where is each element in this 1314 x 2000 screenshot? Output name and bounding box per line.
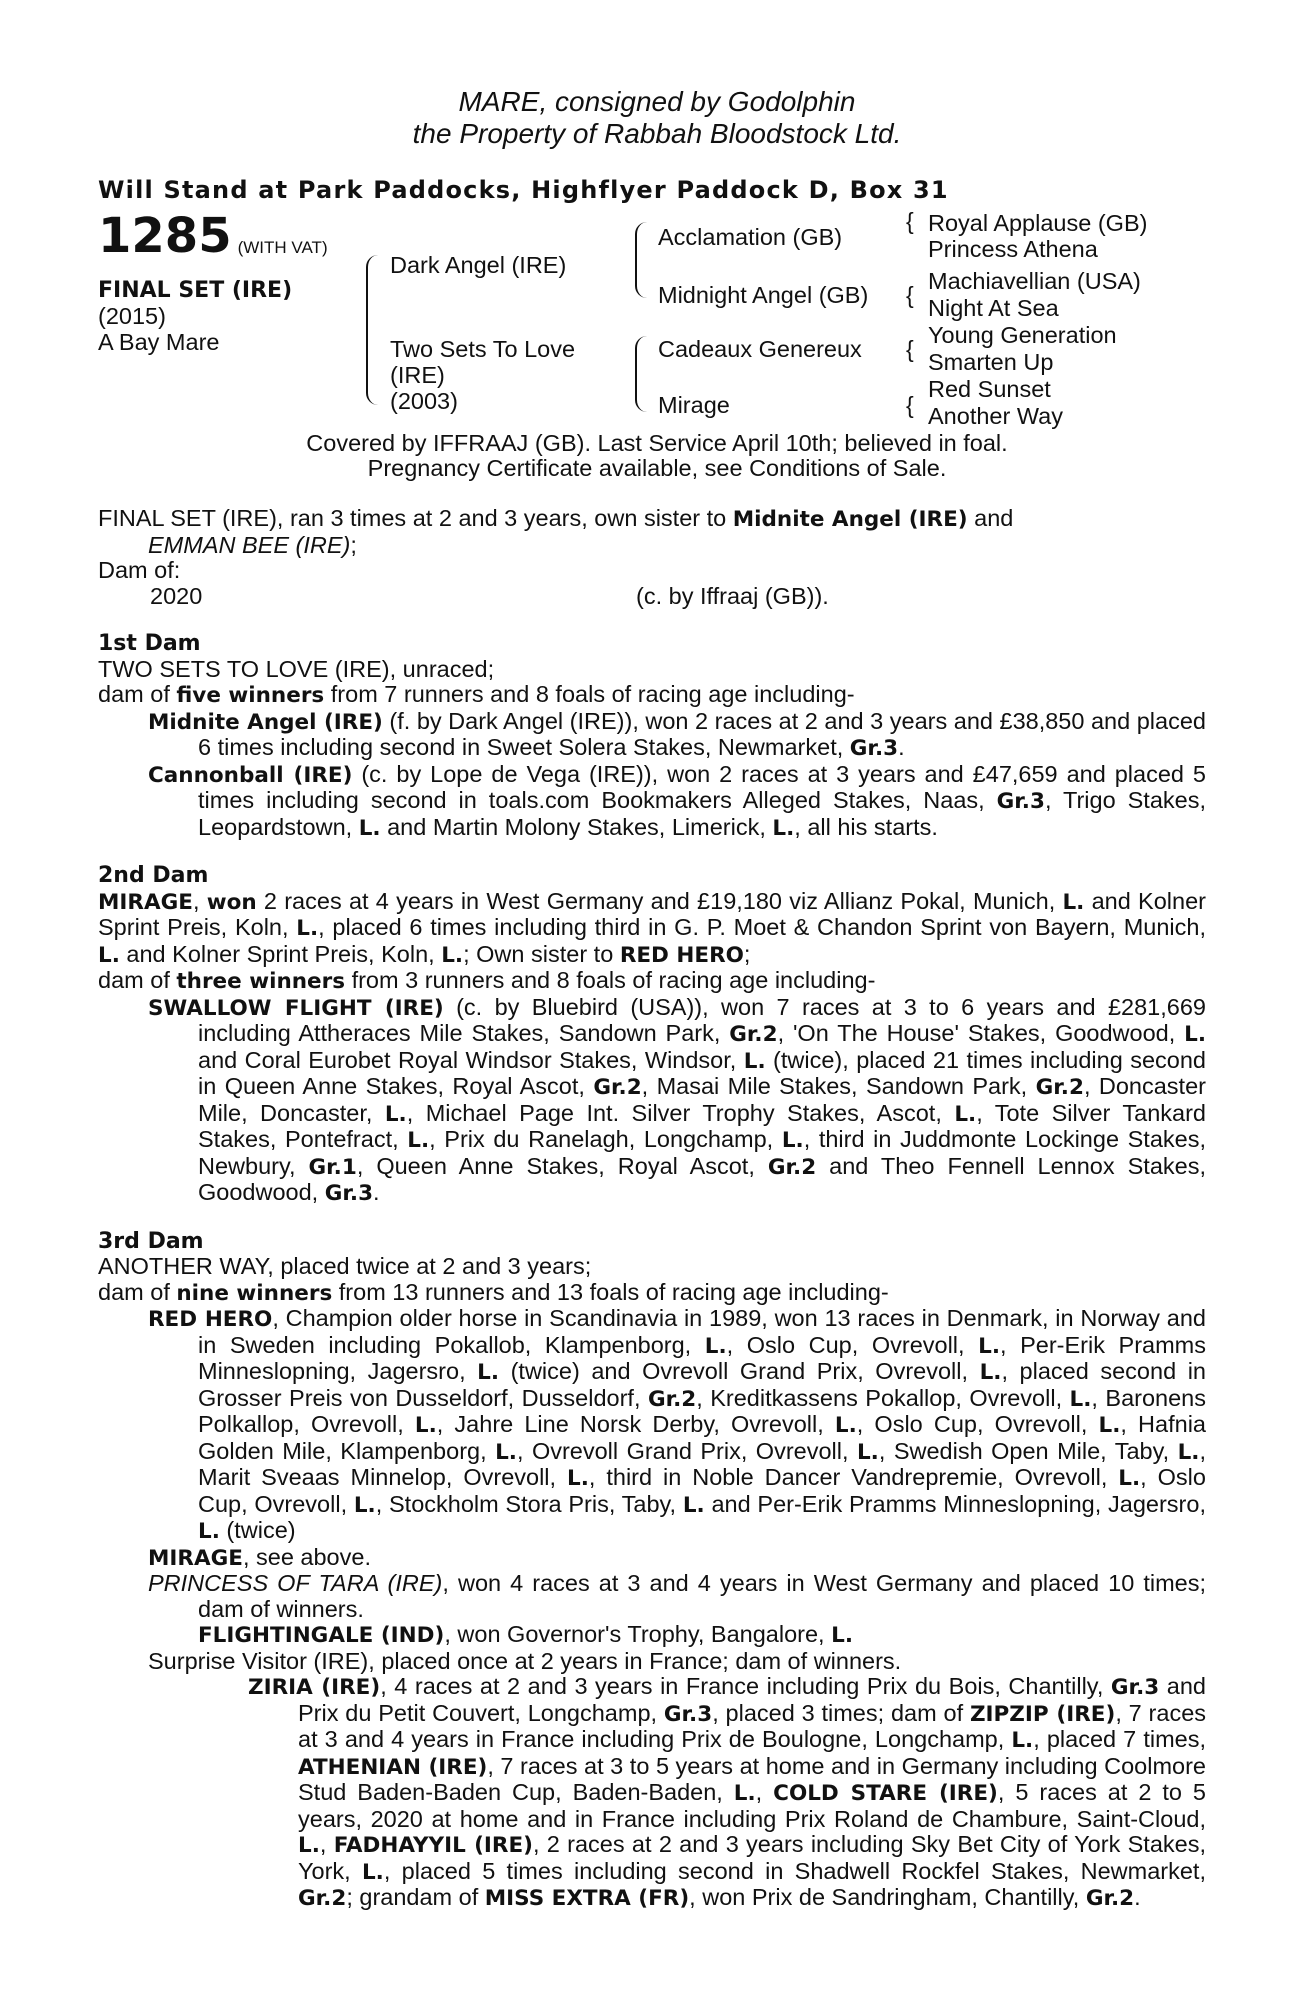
produce-entry-ziria: ZIRIA (IRE), 4 races at 2 and 3 years in France including Prix du Bois, Chantilly, Gr.3 and Prix du Petit Couvert, Longchamp, Gr.3, placed 3 times; dam of ZIPZIP (IRE), 7 races at 3 and 4 years in France including Prix de Boulogne, Longchamp, L., placed 7 times, ATHENIAN (IRE), 7 races at 3 to 5 years at home and in Germany including Coolmore Stud Baden-Baden Cup, Baden-Baden, L., COLD STARE (IRE), 5 races at 2 to 5 years, 2020 at home and in France including Prix Roland de Chambure, Saint-Cloud, L., FADHAYYIL (IRE), 2 races at 2 and 3 years including Sky Bet City of York Stakes, York, L., placed 5 times including second in Shadwell Rockfel Stakes, Newmarket, Gr.2; grandam of MISS EXTRA (FR), won Prix de Sandringham, Chantilly, Gr.2. — [248, 1673, 1207, 1911]
vat-note: (WITH VAT) — [237, 237, 328, 257]
produce-entry-midnite-angel: Midnite Angel (IRE) (f. by Dark Angel (IRE)), won 2 races at 2 and 3 years and £38,850 and placed 6 times including second in Sweet Solera Stakes, Newmarket, Gr.3. — [148, 707, 1206, 761]
brace: { — [906, 208, 914, 234]
first-dam-produce-summary: dam of five winners from 7 runners and 8 foals of racing age including- — [98, 681, 855, 708]
produce-entry-princess-of-tara: PRINCESS OF TARA (IRE), won 4 races at 3 and 4 years in West Germany and placed 10 times; dam of winners. — [148, 1570, 1207, 1622]
brace: { — [906, 392, 914, 418]
produce-entry-mirage: MIRAGE, see above. — [148, 1543, 371, 1571]
second-dam-produce-summary: dam of three winners from 3 runners and 8 foals of racing age including- — [98, 967, 876, 994]
produce-entry-flightingale: FLIGHTINGALE (IND), won Governor's Trophy, Bangalore, L. — [198, 1621, 853, 1648]
pedigree-sire: Dark Angel (IRE) — [390, 252, 567, 278]
third-dam-produce-summary: dam of nine winners from 13 runners and 13 foals of racing age including- — [98, 1278, 889, 1306]
dam-of-label: Dam of: — [98, 557, 181, 583]
pedigree-sds: Machiavellian (USA) — [928, 268, 1141, 294]
brace: { — [906, 282, 914, 308]
horse-name: FINAL SET (IRE) — [98, 278, 293, 303]
pedigree-sss: Royal Applause (GB) — [928, 210, 1148, 236]
covered-note: Covered by IFFRAAJ (GB). Last Service April 10th; believed in foal. — [306, 430, 1008, 456]
horse-year: (2015) — [98, 303, 166, 329]
horse-description: A Bay Mare — [98, 329, 220, 355]
pedigree-dam-country: (IRE) — [390, 362, 445, 388]
produce-entry-swallow-flight: SWALLOW FLIGHT (IRE) (c. by Bluebird (USA)), won 7 races at 3 to 6 years and £281,669 including Attheraces Mile Stakes, Sandown Park, Gr.2, 'On The House' Stakes, Goodwood, L. and Coral Eurobet Royal Windsor Stakes, Windsor, L. (twice), placed 21 times including second in Queen Anne Stakes, Royal Ascot, Gr.2, Masai Mile Stakes, Sandown Park, Gr.2, Doncaster Mile, Doncaster, L., Michael Page Int. Silver Trophy Stakes, Ascot, L., Tote Silver Tankard Stakes, Pontefract, L., Prix du Ranelagh, Longchamp, L., third in Juddmonte Lockinge Stakes, Newbury, Gr.1, Queen Anne Stakes, Royal Ascot, Gr.2 and Theo Fennell Lennox Stakes, Goodwood, Gr.3. — [148, 993, 1207, 1206]
produce-entry-red-hero: RED HERO, Champion older horse in Scandinavia in 1989, won 13 races in Denmark, in Norway and in Sweden including Pokallob, Klampenborg, L., Oslo Cup, Ovrevoll, L., Per-Erik Pramms Minneslopning, Jagersro, L. (twice) and Ovrevoll Grand Prix, Ovrevoll, L., placed second in Grosser Preis von Dusseldorf, Dusseldorf, Gr.2, Kreditkassens Pokallop, Ovrevoll, L., Baronens Polkallop, Ovrevoll, L., Jahre Line Norsk Derby, Ovrevoll, L., Oslo Cup, Ovrevoll, L., Hafnia Golden Mile, Klampenborg, L., Ovrevoll Grand Prix, Ovrevoll, L., Swedish Open Mile, Taby, L., Marit Sveaas Minnelop, Ovrevoll, L., third in Noble Dancer Vandrepremie, Ovrevoll, L., Oslo Cup, Ovrevoll, L., Stockholm Stora Pris, Taby, L. and Per-Erik Pramms Minneslopning, Jagersro, L. (twice) — [148, 1305, 1207, 1544]
pedigree-dam-sire: Cadeaux Genereux — [658, 336, 862, 362]
pregnancy-note: Pregnancy Certificate available, see Conditions of Sale. — [367, 455, 947, 481]
second-dam-record: MIRAGE, won 2 races at 4 years in West Germany and £19,180 viz Allianz Pokal, Munich, L. and Kolner Sprint Preis, Koln, L., placed 6 times including third in G. P. Moet & Chandon Sprint von Bayern, Munich, L. and Kolner Sprint Preis, Koln, L.; Own sister to RED HERO; — [98, 887, 1206, 968]
foal-line: 2020 (c. by Iffraaj (GB)). — [150, 582, 829, 609]
pedigree-sire-dam: Midnight Angel (GB) — [658, 282, 869, 308]
third-dam-heading: 3rd Dam — [98, 1228, 204, 1254]
stand-location: Will Stand at Park Paddocks, Highflyer Paddock D, Box 31 — [98, 176, 949, 204]
lot-number: 1285 — [98, 208, 232, 264]
pedigree-dds: Red Sunset — [928, 376, 1051, 402]
pedigree-ddd: Another Way — [928, 403, 1063, 429]
pedigree-ssd: Princess Athena — [928, 236, 1098, 262]
property-line: the Property of Rabbah Bloodstock Ltd. — [412, 118, 902, 149]
third-dam-line: ANOTHER WAY, placed twice at 2 and 3 years; — [98, 1253, 592, 1279]
pedigree-sire-sire: Acclamation (GB) — [658, 224, 843, 250]
first-dam-heading: 1st Dam — [98, 631, 201, 656]
pedigree-sdd: Night At Sea — [928, 295, 1059, 321]
pedigree-dam-year: (2003) — [390, 388, 458, 414]
produce-entry-surprise-visitor: Surprise Visitor (IRE), placed once at 2 years in France; dam of winners. — [148, 1647, 902, 1674]
catalogue-body — [98, 506, 1206, 1912]
intro-continuation: EMMAN BEE (IRE); — [148, 531, 357, 558]
pedigree-dam-name: Two Sets To Love — [390, 336, 576, 362]
lot-info — [98, 210, 328, 355]
first-dam-line: TWO SETS TO LOVE (IRE), unraced; — [98, 655, 495, 682]
pedigree-dss: Young Generation — [928, 322, 1117, 348]
pedigree-dam-dam: Mirage — [658, 392, 730, 418]
produce-entry-cannonball: Cannonball (IRE) (c. by Lope de Vega (IRE)), won 2 races at 3 years and £47,659 and placed 5 times including second in toals.com Bookmakers Alleged Stakes, Naas, Gr.3, Trigo Stakes, Leopardstown, L. and Martin Molony Stakes, Limerick, L., all his starts. — [148, 760, 1206, 841]
dam-bracket — [635, 336, 647, 412]
consignor-line: MARE, consigned by Godolphin — [458, 86, 856, 117]
sire-bracket — [635, 222, 647, 298]
brace: { — [906, 336, 914, 362]
intro-paragraph: FINAL SET (IRE), ran 3 times at 2 and 3 years, own sister to Midnite Angel (IRE) and — [98, 505, 1014, 532]
pedigree-bracket — [366, 255, 378, 405]
pedigree-dsd: Smarten Up — [928, 349, 1054, 375]
second-dam-heading: 2nd Dam — [98, 863, 209, 888]
